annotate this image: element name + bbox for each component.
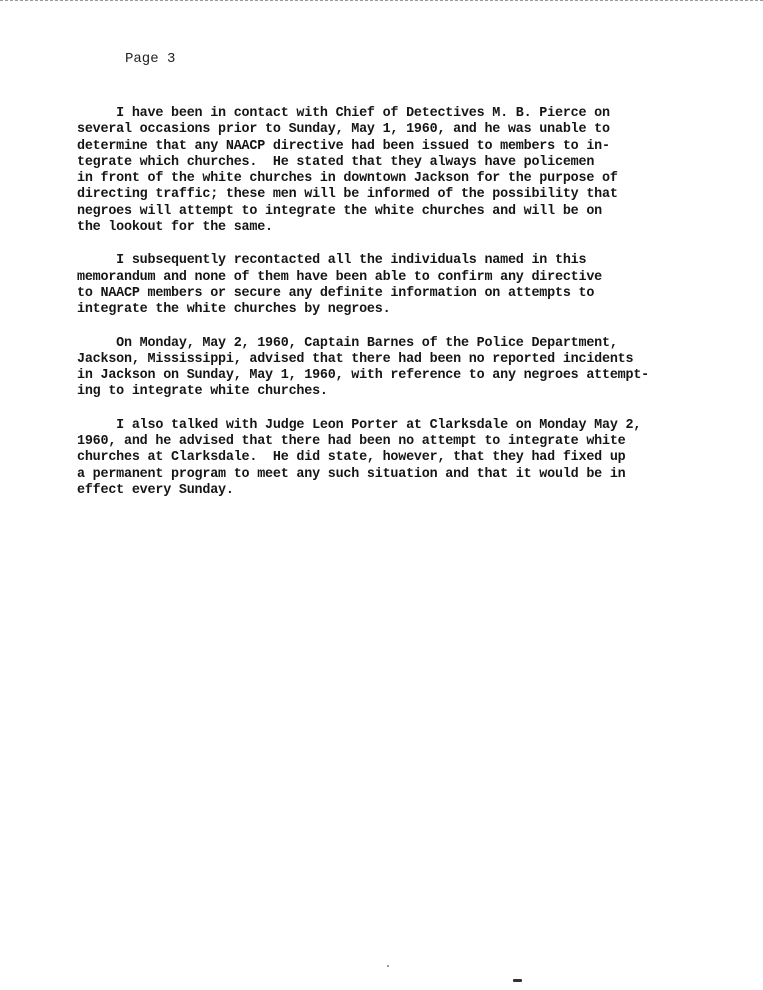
top-border — [0, 0, 763, 1]
text-line: On Monday, May 2, 1960, Captain Barnes of the Police Department, — [77, 335, 618, 351]
text-line: memorandum and none of them have been able to confirm any directive — [77, 269, 602, 285]
text-line: tegrate which churches. He stated that they always have policemen — [77, 154, 595, 170]
text-line: I have been in contact with Chief of Detectives M. B. Pierce on — [77, 106, 610, 121]
paragraph-1 — [77, 106, 717, 236]
text-line: to NAACP members or secure any definite information on attempts to — [77, 285, 595, 301]
text-line: 1960, and he advised that there had been no attempt to integrate white — [77, 434, 626, 450]
text-line: I subsequently recontacted all the individuals named in this — [77, 253, 587, 269]
text-line: in front of the white churches in downtown Jackson for the purpose of — [77, 171, 618, 187]
text-line: Jackson, Mississippi, advised that there had been no reported incidents — [77, 351, 634, 367]
memo-body — [77, 106, 717, 516]
paragraph-3 — [77, 336, 717, 401]
text-line: ing to integrate white churches. — [77, 384, 328, 400]
text-line: in Jackson on Sunday, May 1, 1960, with reference to any negroes attempt- — [77, 368, 650, 384]
paragraph-4 — [77, 418, 717, 499]
paragraph-2 — [77, 253, 717, 318]
text-line: determine that any NAACP directive had been issued to members to in- — [77, 138, 610, 154]
page-number: Page 3 — [125, 51, 176, 67]
text-line: directing traffic; these men will be informed of the possibility that — [77, 187, 618, 203]
text-line: a permanent program to meet any such situation and that it would be in — [77, 466, 626, 482]
text-line: negroes will attempt to integrate the white churches and will be on — [77, 203, 602, 219]
scan-mark — [513, 979, 522, 982]
text-line: several occasions prior to Sunday, May 1, 1960, and he was unable to — [77, 122, 610, 138]
text-line: the lookout for the same. — [77, 220, 273, 236]
text-line: churches at Clarksdale. He did state, however, that they had fixed up — [77, 450, 626, 466]
text-line: effect every Sunday. — [77, 482, 234, 498]
scan-speck — [387, 965, 389, 967]
text-line: integrate the white churches by negroes. — [77, 302, 391, 318]
text-line: I also talked with Judge Leon Porter at Clarksdale on Monday May 2, — [77, 417, 642, 433]
